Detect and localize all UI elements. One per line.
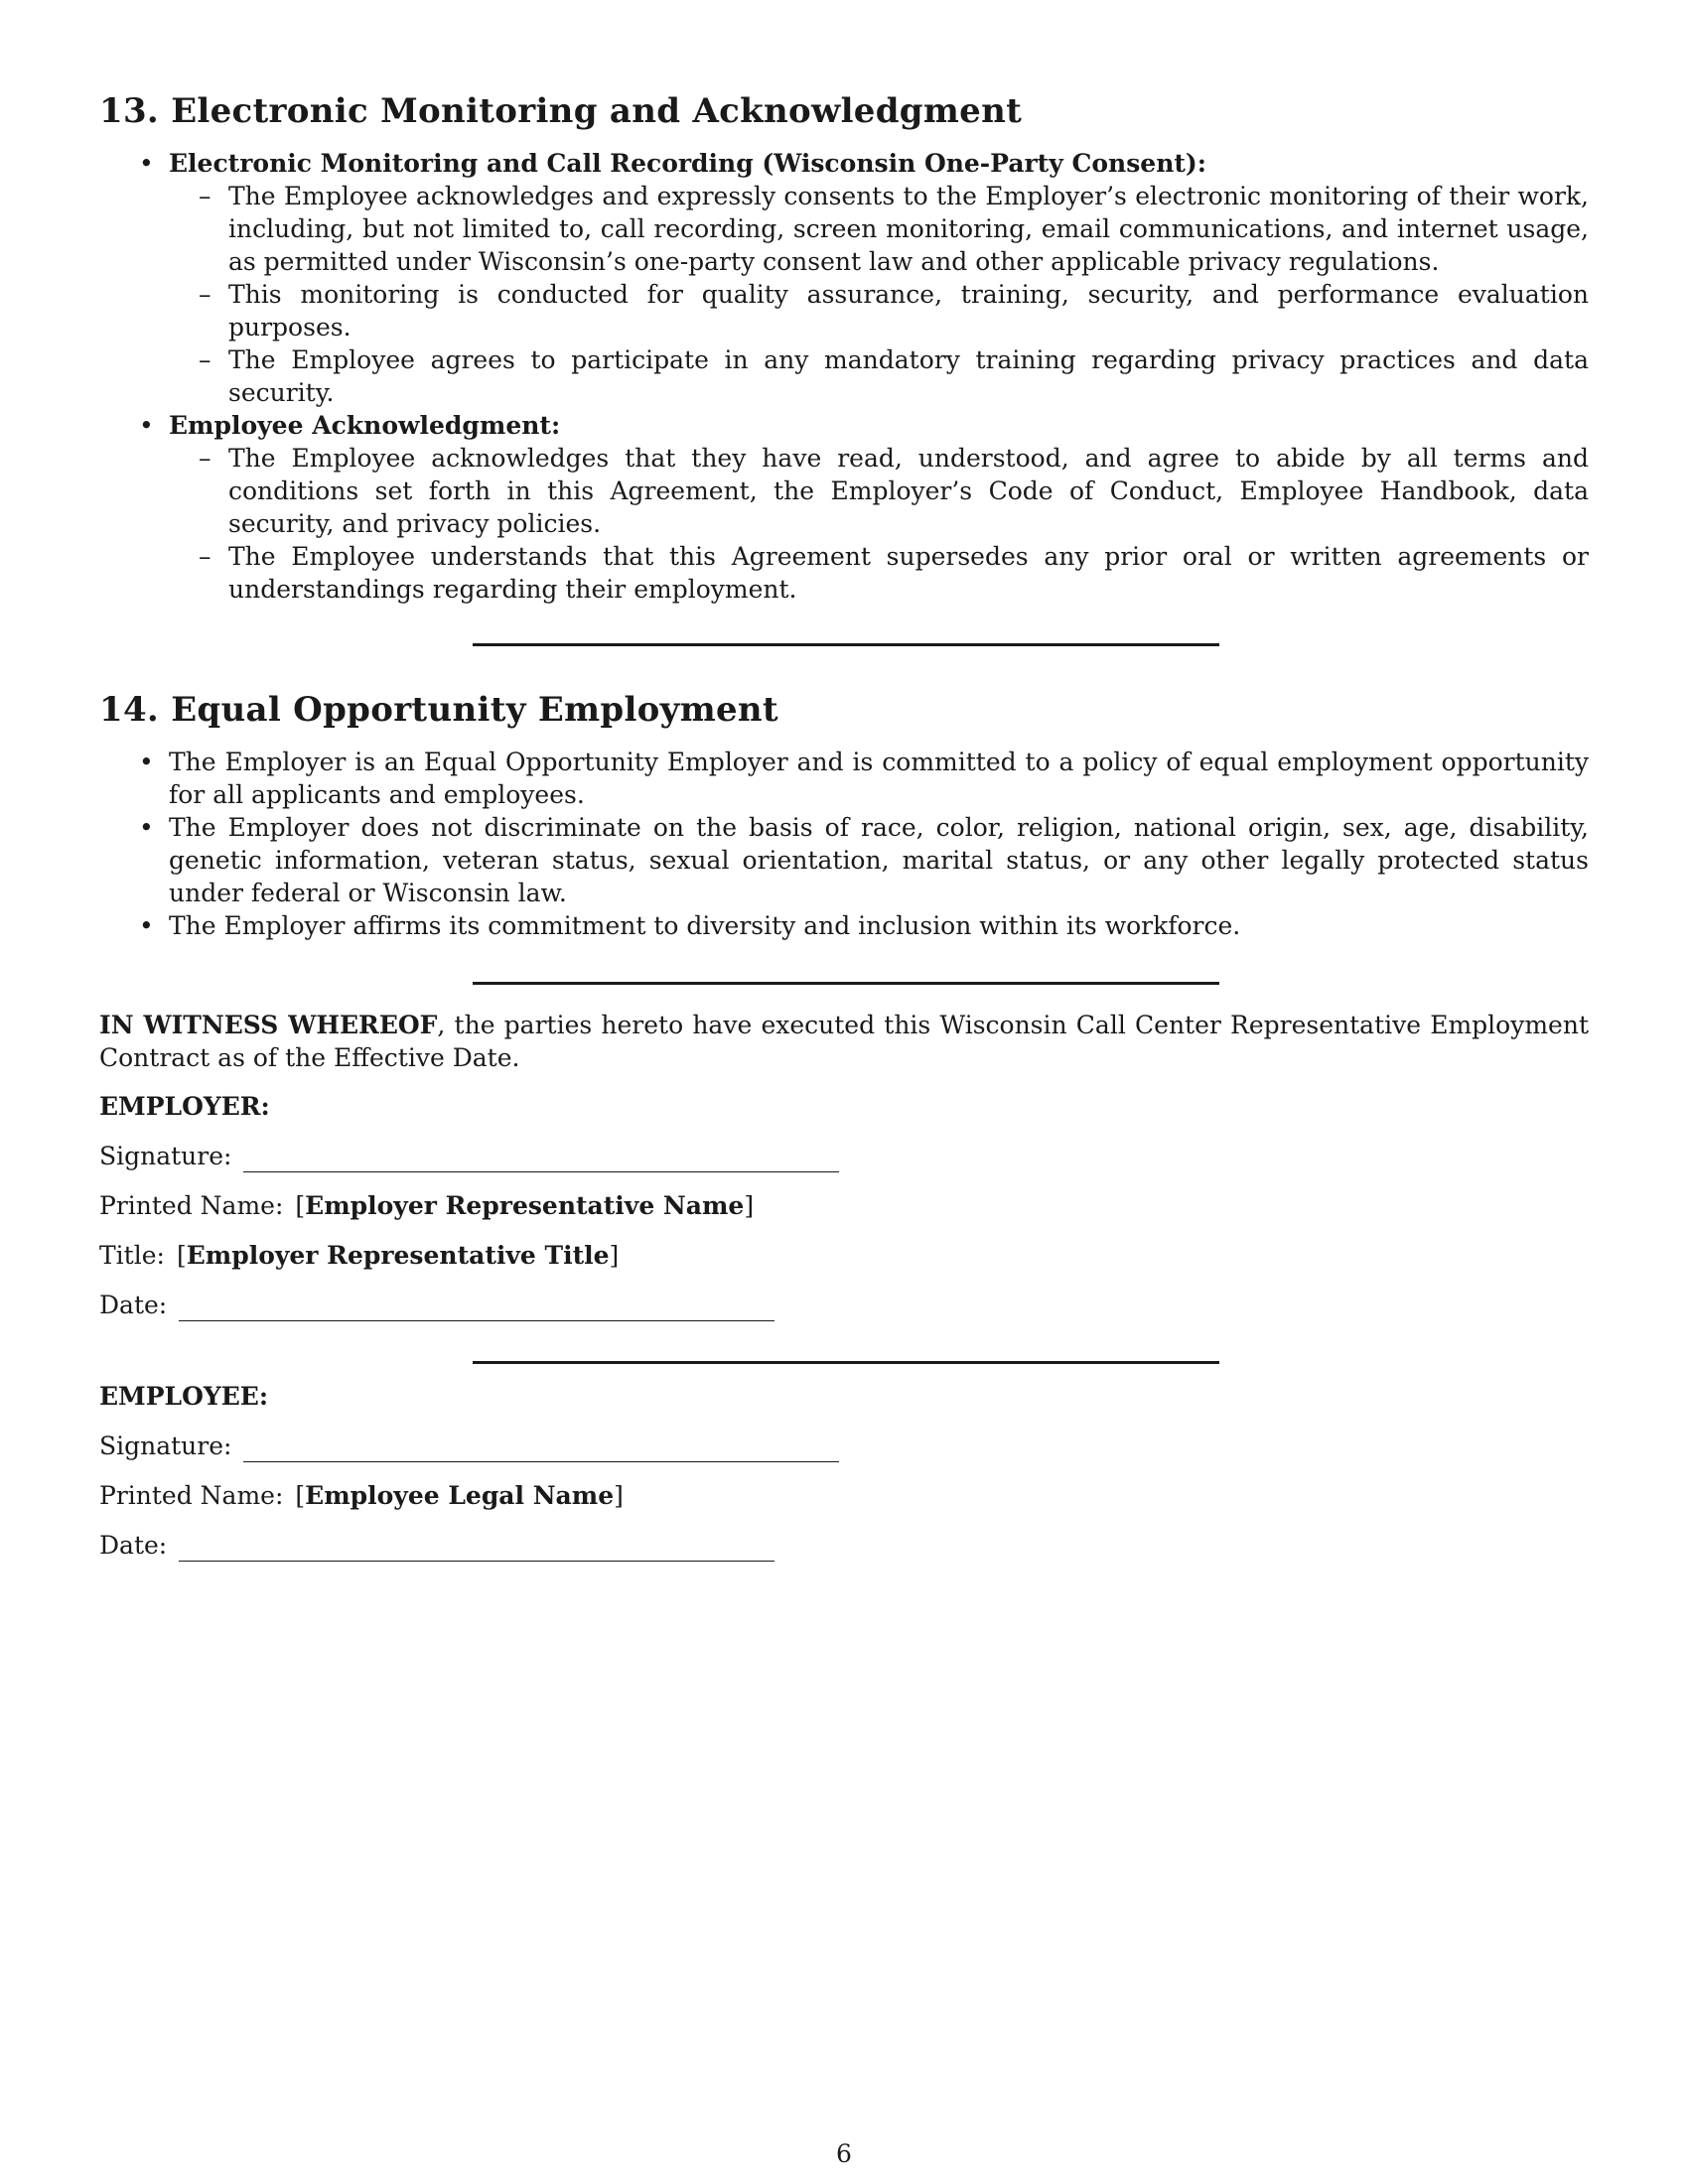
witness-statement bbox=[99, 1009, 1589, 1074]
section-14-heading: 14. Equal Opportunity Employment bbox=[99, 690, 778, 730]
list-item: – The Employee acknowledges that they have read, understood, and agree to abide by all terms and conditions set forth in this Agreement, the Employer’s Code of Conduct, Employee Handbook, data security, and privacy policies. bbox=[199, 444, 1589, 538]
bullet-icon: • bbox=[139, 813, 154, 842]
acknowledgment-sublist bbox=[169, 442, 1589, 606]
employer-printed-name-row bbox=[99, 1172, 1589, 1222]
list-item: – The Employee agrees to participate in any mandatory training regarding privacy practices and data security. bbox=[199, 345, 1589, 407]
signature-label: Signature: bbox=[99, 1432, 232, 1460]
dash-icon: – bbox=[199, 542, 211, 571]
witness-text: , the parties hereto have executed this Wisconsin Call Center Representative Employment Contract as of the Effective Date. bbox=[99, 1011, 1590, 1072]
list-item: • The Employer does not discriminate on the basis of race, color, religion, national origin, sex, age, disability, genetic information, veteran status, sexual orientation, marital status, or any other legally protected status under federal or Wisconsin law. bbox=[139, 813, 1589, 907]
list-item: – The Employee acknowledges and expressly consents to the Employer’s electronic monitoring of their work, including, but not limited to, call recording, screen monitoring, email communications, and internet usage, as permitted under Wisconsin’s one-party consent law and other applicable privacy regulations. bbox=[199, 182, 1589, 276]
employee-date-field[interactable] bbox=[179, 1537, 774, 1562]
section-13-heading: 13. Electronic Monitoring and Acknowledgment bbox=[99, 91, 1023, 131]
bullet-icon: • bbox=[139, 748, 154, 776]
date-label: Date: bbox=[99, 1531, 168, 1560]
bullet-icon: • bbox=[139, 149, 154, 178]
section-divider bbox=[473, 1361, 1219, 1364]
list-item: • The Employer is an Equal Opportunity Employer and is committed to a policy of equal employment opportunity for all applicants and employees. bbox=[139, 748, 1589, 809]
acknowledgment-bullet bbox=[139, 409, 1589, 606]
dash-icon: – bbox=[199, 444, 211, 473]
title-label: Title: bbox=[99, 1241, 165, 1270]
signature-label: Signature: bbox=[99, 1142, 232, 1170]
employer-title-value: [Employer Representative Title] bbox=[176, 1241, 620, 1270]
employee-printed-name-row bbox=[99, 1462, 1589, 1512]
section-divider bbox=[473, 982, 1219, 985]
employee-signature-field[interactable] bbox=[243, 1437, 839, 1462]
employer-label: EMPLOYER: bbox=[99, 1092, 270, 1121]
employer-title-row bbox=[99, 1222, 1589, 1272]
dash-icon: – bbox=[199, 182, 211, 210]
page-number: 6 bbox=[836, 2139, 852, 2168]
employee-date-row bbox=[99, 1512, 1589, 1562]
employer-date-row bbox=[99, 1272, 1589, 1321]
date-label: Date: bbox=[99, 1291, 168, 1319]
monitoring-bullet bbox=[139, 147, 1589, 409]
employee-signature-row bbox=[99, 1413, 1589, 1462]
list-item: • The Employer affirms its commitment to diversity and inclusion within its workforce. bbox=[139, 911, 1241, 940]
employer-signature-row bbox=[99, 1123, 1589, 1172]
employer-date-field[interactable] bbox=[179, 1297, 774, 1321]
employer-signature-field[interactable] bbox=[243, 1148, 839, 1172]
dash-icon: – bbox=[199, 280, 211, 309]
list-item: – This monitoring is conducted for quality assurance, training, security, and performance evaluation purposes. bbox=[199, 280, 1589, 341]
section-13-list bbox=[99, 147, 1589, 606]
employee-label: EMPLOYEE: bbox=[99, 1382, 269, 1411]
printed-name-label: Printed Name: bbox=[99, 1191, 284, 1220]
section-divider bbox=[473, 643, 1219, 646]
monitoring-sublist bbox=[169, 180, 1589, 409]
witness-lead: IN WITNESS WHEREOF bbox=[99, 1011, 438, 1039]
employee-printed-name-value: [Employee Legal Name] bbox=[295, 1481, 624, 1510]
bullet-icon: • bbox=[139, 411, 154, 440]
printed-name-label: Printed Name: bbox=[99, 1481, 284, 1510]
section-14-list bbox=[99, 746, 1589, 942]
dash-icon: – bbox=[199, 345, 211, 374]
acknowledgment-title: Employee Acknowledgment: bbox=[169, 411, 561, 440]
document-page bbox=[99, 89, 1589, 1562]
monitoring-title: Electronic Monitoring and Call Recording (Wisconsin One-Party Consent): bbox=[169, 149, 1206, 178]
bullet-icon: • bbox=[139, 911, 154, 940]
list-item: – The Employee understands that this Agreement supersedes any prior oral or written agreements or understandings regarding their employment. bbox=[199, 542, 1589, 604]
employer-printed-name-value: [Employer Representative Name] bbox=[295, 1191, 755, 1220]
